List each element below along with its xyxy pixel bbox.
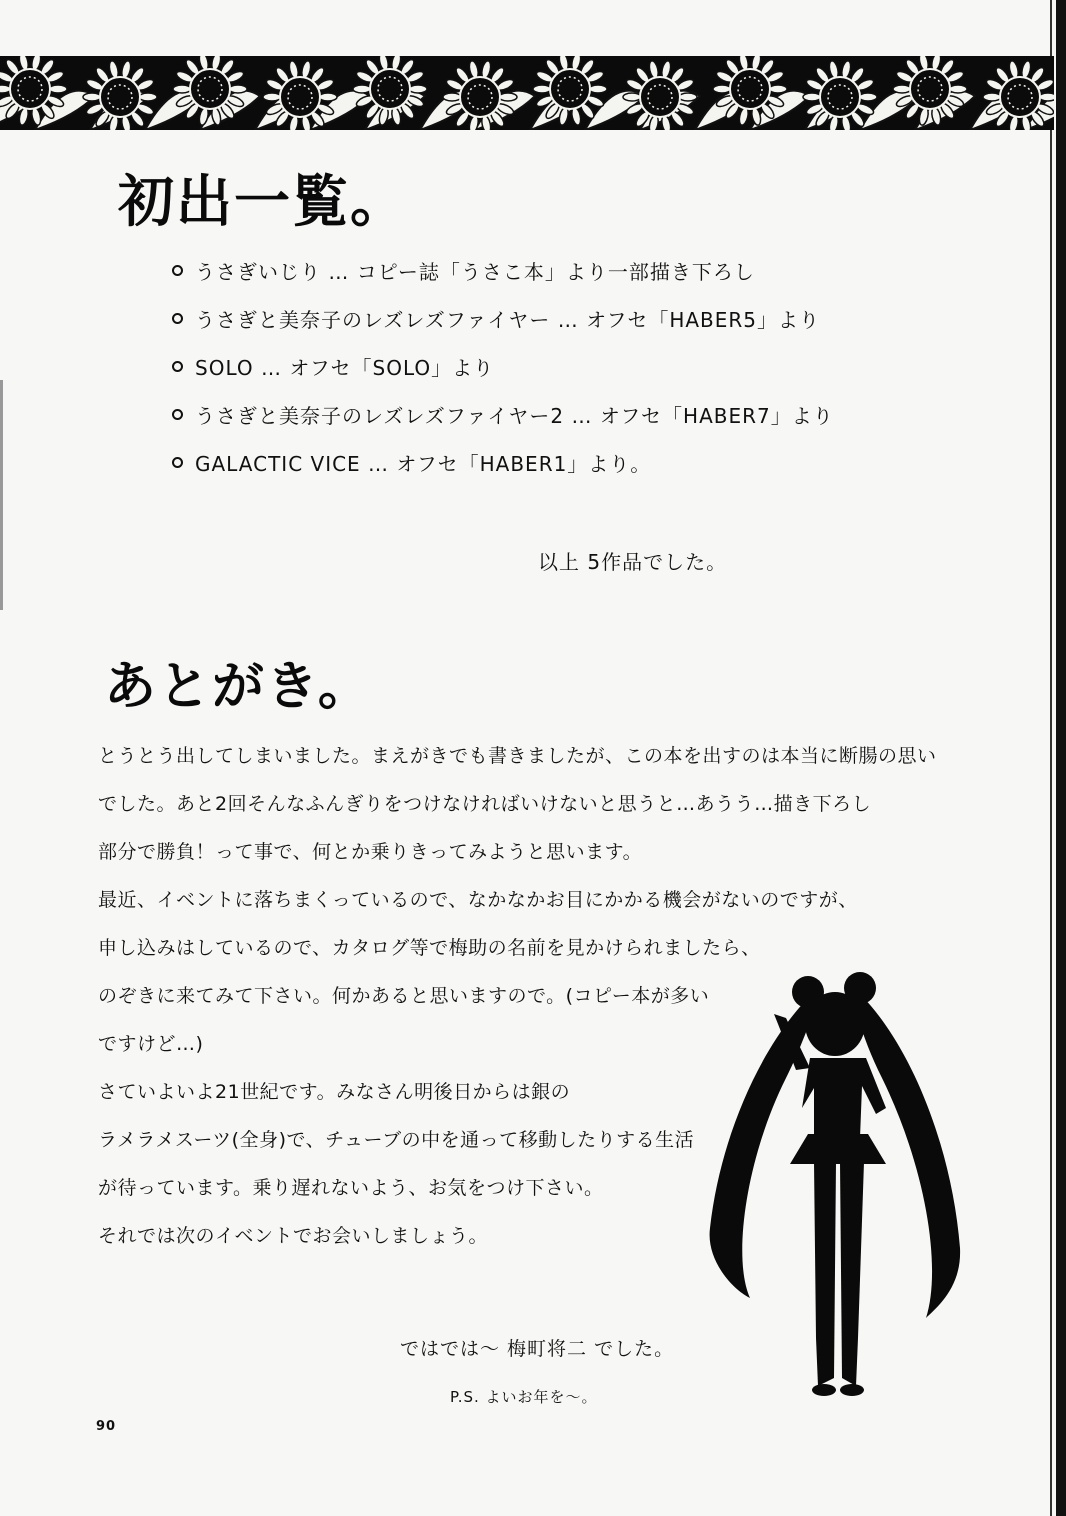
list-item: [172, 246, 834, 294]
page-edge-right: [1056, 0, 1066, 1516]
list-item: [172, 390, 834, 438]
text-line: それでは次のイベントでお会いしましょう。: [98, 1225, 489, 1247]
list-item-text: SOLO … オフセ「SOLO」より: [195, 355, 495, 380]
text-line: とうとう出してしまいました。まえがきでも書きましたが、この本を出すのは本当に断腸の思い: [98, 745, 937, 767]
circle-bullet-icon: [172, 265, 183, 276]
list-item-text: うさぎと美奈子のレズレズファイヤー … オフセ「HABER5」より: [195, 307, 821, 332]
list-item-text: GALACTIC VICE … オフセ「HABER1」より。: [195, 451, 652, 476]
list-item: [172, 294, 834, 342]
text-line: でした。あと2回そんなふんぎりをつけなければいけないと思うと…あうう…描き下ろし: [98, 793, 872, 815]
page-edge-line: [1050, 0, 1052, 1516]
twin-tail-silhouette-icon: [690, 958, 970, 1428]
page-number: 90: [96, 1419, 117, 1434]
list-item-text: うさぎと美奈子のレズレズファイヤー2 … オフセ「HABER7」より: [195, 403, 834, 428]
sunflower-icon: [443, 60, 517, 130]
text-line: のぞきに来てみて下さい。何かあると思いますので。(コピー本が多い: [98, 985, 710, 1007]
list-item: [172, 342, 834, 390]
list-item: [172, 438, 834, 486]
list-item-text: うさぎいじり … コピー誌「うさこ本」より一部描き下ろし: [195, 259, 755, 284]
page-edge-left: [0, 380, 3, 610]
text-line: さていよいよ21世紀です。みなさん明後日からは銀の: [98, 1081, 571, 1103]
circle-bullet-icon: [172, 361, 183, 372]
works-summary: 以上 5作品でした。: [538, 550, 728, 574]
text-line: 部分で勝負！って事で、何とか乗りきってみようと思います。: [98, 841, 643, 863]
first-appearance-list: [172, 246, 834, 486]
text-line: が待っています。乗り遅れないよう、お気をつけ下さい。: [98, 1177, 604, 1199]
afterword-title: あとがき。: [104, 657, 372, 717]
signoff: ではでは〜 梅町将二 でした。: [400, 1338, 675, 1360]
sunflower-icon: [83, 60, 157, 130]
text-line: 申し込みはしているので、カタログ等で梅助の名前を見かけられましたら、: [98, 937, 761, 959]
circle-bullet-icon: [172, 409, 183, 420]
circle-bullet-icon: [172, 457, 183, 468]
sunflower-border-icon: [0, 56, 1054, 130]
circle-bullet-icon: [172, 313, 183, 324]
text-line: ですけど…): [98, 1033, 204, 1055]
postscript: P.S. よいお年を〜。: [450, 1388, 598, 1406]
text-line: 最近、イベントに落ちまくっているので、なかなかお目にかかる機会がないのですが、: [98, 889, 858, 911]
text-line: ラメラメスーツ(全身)で、チューブの中を通って移動したりする生活: [98, 1129, 695, 1151]
first-appearance-title: 初出一覧。: [118, 170, 408, 235]
